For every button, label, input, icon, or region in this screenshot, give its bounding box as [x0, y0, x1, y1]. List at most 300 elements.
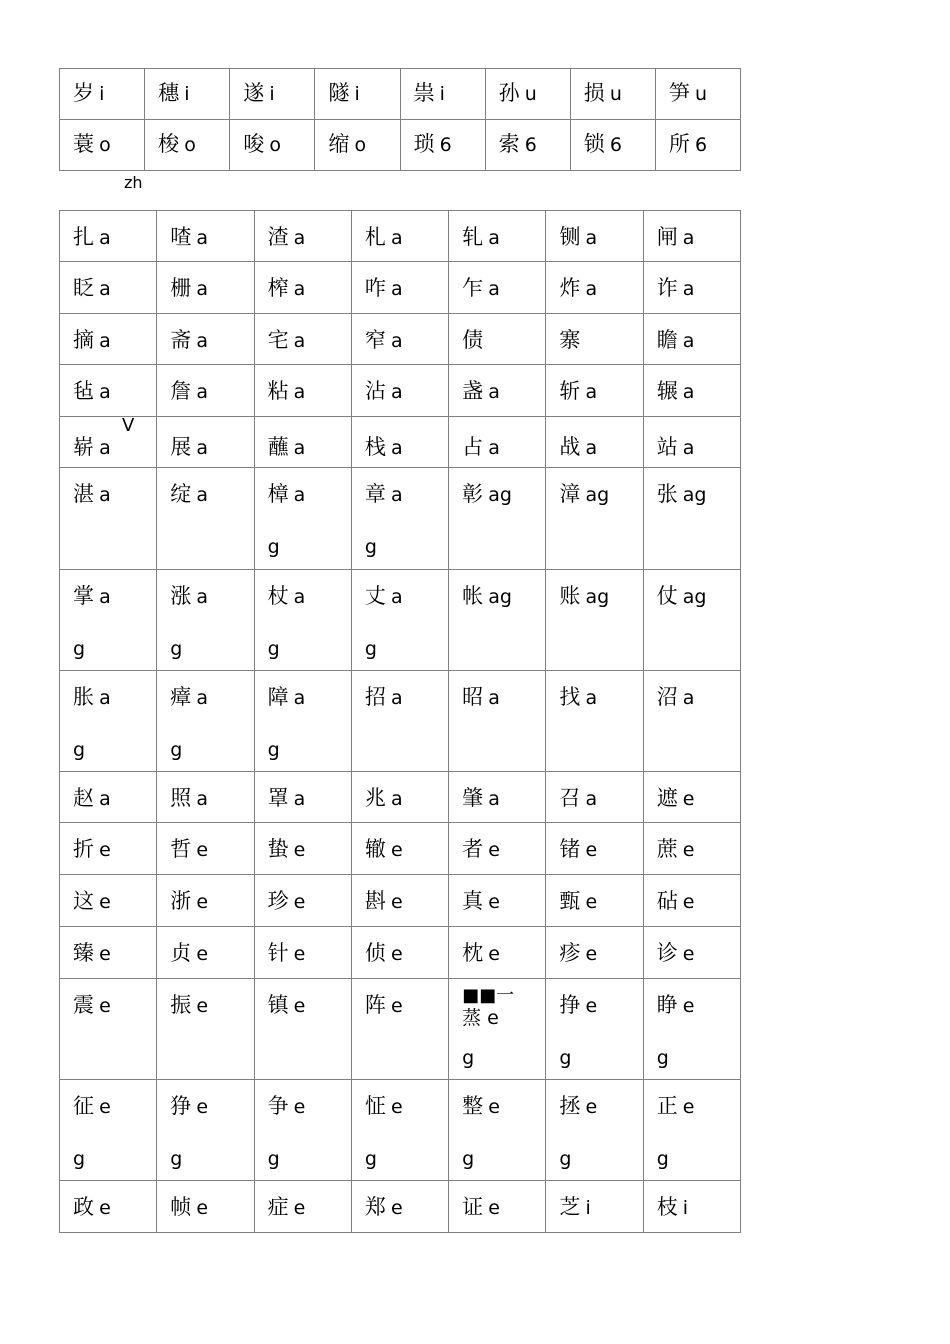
hanzi-character: 札: [364, 225, 386, 249]
table-cell: [351, 823, 448, 875]
pinyin-fragment: e: [99, 1197, 111, 1219]
character-entry: [657, 225, 695, 251]
table-cell: [449, 1080, 546, 1181]
character-entry: [462, 482, 512, 508]
table-cell: [351, 262, 448, 314]
hanzi-character: 彰: [462, 482, 484, 506]
pinyin-fragment: ag: [682, 586, 707, 608]
hanzi-character: 甄: [559, 889, 581, 913]
hanzi-character: 郑: [364, 1195, 386, 1219]
hanzi-character: 震: [73, 993, 94, 1017]
hanzi-character: 折: [73, 837, 94, 861]
table-row: [60, 1181, 741, 1233]
character-entry: [462, 786, 500, 812]
table-cell: [60, 1080, 157, 1181]
character-entry: [365, 941, 403, 967]
pinyin-fragment: e: [585, 995, 598, 1017]
hanzi-character: 沼: [656, 685, 678, 709]
table-cell: [546, 365, 643, 417]
character-entry: [365, 276, 403, 302]
pinyin-fragment: a: [585, 687, 598, 709]
hanzi-character: 蔗: [656, 837, 678, 861]
character-entry: [499, 81, 537, 107]
hanzi-character: 狰: [170, 1094, 192, 1118]
table-cell: [400, 69, 485, 120]
table-cell: [60, 211, 157, 262]
hanzi-character: 者: [462, 837, 484, 861]
hanzi-character: 瞻: [656, 328, 678, 352]
table-cell: [546, 671, 643, 772]
table-cell: [145, 120, 230, 171]
table-cell: [157, 671, 254, 772]
pinyin-fragment: e: [488, 1096, 500, 1118]
pinyin-fragment: a: [99, 788, 111, 810]
character-entry: [73, 225, 111, 251]
table-cell: [351, 927, 448, 979]
table-cell: [157, 570, 254, 671]
hanzi-character: 贞: [170, 941, 192, 965]
hanzi-character: 帧: [170, 1195, 192, 1219]
table-cell: [254, 772, 351, 823]
hanzi-character: 掌: [73, 584, 94, 608]
character-entry: [365, 889, 403, 915]
character-entry: [268, 889, 306, 915]
table-cell: [157, 468, 254, 570]
pinyin-fragment: a: [488, 687, 500, 709]
table-cell: [546, 927, 643, 979]
pinyin-fragment: e: [488, 1197, 500, 1219]
pinyin-fragment: a: [293, 227, 306, 249]
character-entry: [73, 1094, 111, 1120]
pinyin-fragment: a: [293, 586, 306, 608]
character-entry: [73, 276, 111, 302]
table-row: [60, 570, 741, 671]
hanzi-character: 浙: [170, 889, 192, 913]
hanzi-character: 祟: [413, 81, 435, 105]
table-cell: [449, 772, 546, 823]
pinyin-fragment: e: [293, 1096, 306, 1118]
character-entry: [328, 132, 366, 158]
pinyin-continuation: g: [462, 1148, 475, 1170]
character-entry: [669, 132, 707, 158]
pinyin-fragment: e: [390, 891, 403, 913]
pinyin-fragment: e: [488, 891, 500, 913]
table-cell: [449, 570, 546, 671]
character-entry: [268, 379, 306, 405]
character-entry: [657, 584, 707, 610]
hanzi-character: 损: [583, 81, 605, 105]
hanzi-character: 辙: [364, 837, 386, 861]
pinyin-fragment: e: [682, 891, 695, 913]
hanzi-character: 琐: [413, 132, 435, 156]
character-entry: [73, 889, 111, 915]
table-cell: [643, 262, 740, 314]
table-cell: [351, 468, 448, 570]
character-entry: [462, 1094, 500, 1120]
table-cell: [60, 69, 145, 120]
table-cell: [230, 120, 315, 171]
pinyin-fragment: i: [184, 83, 190, 105]
table-cell: [643, 875, 740, 927]
table-cell: [643, 1181, 740, 1233]
character-entry: [657, 482, 707, 508]
character-entry: [170, 837, 208, 863]
hanzi-character: 战: [559, 435, 581, 459]
pinyin-continuation: g: [73, 638, 86, 660]
pinyin-fragment: e: [196, 839, 209, 861]
pinyin-fragment: a: [682, 278, 695, 300]
pinyin-fragment: a: [488, 381, 500, 403]
pinyin-fragment: 蒸 e: [462, 1007, 499, 1029]
pinyin-fragment: a: [682, 330, 695, 352]
table-cell: [643, 468, 740, 570]
table-cell: [485, 69, 570, 120]
character-entry: [365, 482, 403, 508]
syllable-table-zh: [59, 210, 741, 1233]
character-entry: [268, 328, 306, 354]
character-entry: [73, 685, 111, 711]
hanzi-character: 涨: [170, 584, 192, 608]
character-entry: [170, 941, 208, 967]
hanzi-character: 这: [73, 889, 94, 913]
pinyin-fragment: e: [585, 891, 598, 913]
pinyin-fragment: a: [196, 484, 209, 506]
hanzi-character: 盏: [462, 379, 484, 403]
hanzi-character: 炸: [559, 276, 581, 300]
pinyin-fragment: a: [488, 788, 500, 810]
pinyin-fragment: e: [99, 1096, 111, 1118]
hanzi-character: 栈: [364, 435, 386, 459]
hanzi-character: 哲: [170, 837, 192, 861]
table-cell: [254, 927, 351, 979]
table-cell: [60, 314, 157, 365]
character-entry: [462, 1195, 500, 1221]
pinyin-fragment: a: [196, 227, 209, 249]
pinyin-fragment: 6: [524, 134, 537, 156]
character-entry: [559, 837, 597, 863]
hanzi-character: 枝: [656, 1195, 678, 1219]
character-entry: [657, 379, 695, 405]
table-cell: [351, 1080, 448, 1181]
character-entry: [462, 379, 500, 405]
pinyin-fragment: a: [390, 788, 403, 810]
character-entry: [268, 786, 306, 812]
hanzi-character: 征: [73, 1094, 94, 1118]
table-cell: [157, 772, 254, 823]
pinyin-continuation: g: [364, 1148, 377, 1170]
table-cell: [315, 120, 400, 171]
hanzi-character: 胀: [73, 685, 94, 709]
pinyin-fragment: e: [293, 995, 306, 1017]
hanzi-character: 锁: [583, 132, 605, 156]
pinyin-fragment: a: [390, 586, 403, 608]
pinyin-fragment: a: [585, 278, 598, 300]
pinyin-fragment: e: [682, 1096, 695, 1118]
table-cell: [60, 671, 157, 772]
table-cell: [351, 772, 448, 823]
table-cell: [449, 262, 546, 314]
character-entry: [365, 1195, 403, 1221]
pinyin-fragment: o: [184, 134, 196, 156]
table-cell: [60, 875, 157, 927]
pinyin-fragment: e: [488, 943, 500, 965]
hanzi-character: 闸: [656, 225, 678, 249]
hanzi-character: 斟: [364, 889, 386, 913]
table-cell: [449, 365, 546, 417]
table-cell: [449, 211, 546, 262]
pinyin-fragment: e: [196, 891, 209, 913]
character-entry: [462, 276, 500, 302]
pinyin-fragment: e: [196, 995, 209, 1017]
pinyin-continuation: g: [656, 1148, 669, 1170]
hanzi-character: 丈: [364, 584, 386, 608]
character-entry: [365, 225, 403, 251]
hanzi-character: 锗: [559, 837, 581, 861]
hanzi-character: 占: [462, 435, 484, 459]
hanzi-character: 昭: [462, 685, 484, 709]
pinyin-fragment: a: [293, 278, 306, 300]
pinyin-fragment: i: [269, 83, 275, 105]
pinyin-continuation: g: [267, 1148, 280, 1170]
pinyin-fragment: a: [196, 687, 209, 709]
hanzi-character: 杖: [267, 584, 289, 608]
character-entry: [559, 584, 609, 610]
character-entry: [657, 685, 695, 711]
pinyin-fragment: e: [390, 1096, 403, 1118]
hanzi-character: 缩: [328, 132, 350, 156]
character-entry: [584, 81, 622, 107]
pinyin-fragment: e: [682, 788, 695, 810]
pinyin-continuation: g: [364, 638, 377, 660]
table-cell: [643, 927, 740, 979]
hanzi-character: 眨: [73, 276, 94, 300]
table-row: [60, 979, 741, 1080]
hanzi-character: 针: [267, 941, 289, 965]
table-cell: [400, 120, 485, 171]
character-entry: [73, 941, 111, 967]
hanzi-character: 正: [656, 1094, 678, 1118]
hanzi-character: 沾: [364, 379, 386, 403]
pinyin-fragment: a: [196, 586, 209, 608]
hanzi-character: 岁: [73, 81, 94, 105]
pinyin-fragment: e: [293, 1197, 306, 1219]
character-entry: [657, 276, 695, 302]
table-cell: [60, 927, 157, 979]
character-entry: [462, 225, 500, 251]
hanzi-character: 隧: [328, 81, 350, 105]
hanzi-character: 寨: [559, 328, 581, 352]
character-entry: [243, 81, 274, 107]
character-entry: [365, 685, 403, 711]
hanzi-character: 湛: [73, 482, 94, 506]
hanzi-character: 招: [364, 685, 386, 709]
character-entry: [657, 941, 695, 967]
pinyin-fragment: a: [390, 687, 403, 709]
character-entry: [73, 584, 111, 610]
pinyin-continuation: g: [170, 1148, 183, 1170]
pinyin-fragment: a: [585, 437, 598, 459]
pinyin-fragment: a: [99, 278, 111, 300]
hanzi-character: 争: [267, 1094, 289, 1118]
pinyin-fragment: a: [488, 227, 500, 249]
character-entry: [657, 993, 695, 1019]
hanzi-character: 珍: [267, 889, 289, 913]
character-entry: [559, 685, 597, 711]
character-entry: [657, 1195, 688, 1221]
pinyin-fragment: e: [196, 943, 209, 965]
pinyin-fragment: a: [682, 437, 695, 459]
character-entry: [170, 584, 208, 610]
character-entry: [365, 1094, 403, 1120]
table-cell: [449, 1181, 546, 1233]
hanzi-character: 榨: [267, 276, 289, 300]
pinyin-fragment: ag: [585, 586, 610, 608]
pinyin-fragment: a: [390, 437, 403, 459]
character-entry: [158, 81, 189, 107]
pinyin-fragment: a: [293, 484, 306, 506]
character-entry: [559, 889, 597, 915]
hanzi-character: 召: [559, 786, 581, 810]
pinyin-fragment: a: [488, 278, 500, 300]
character-entry: [170, 482, 208, 508]
character-entry: [657, 328, 695, 354]
table-cell: [546, 211, 643, 262]
pinyin-fragment: a: [196, 437, 209, 459]
table-cell: [546, 772, 643, 823]
table-cell: [449, 468, 546, 570]
table-cell: [546, 262, 643, 314]
table-cell: [157, 314, 254, 365]
table-cell: [254, 211, 351, 262]
pinyin-fragment: a: [682, 687, 695, 709]
character-entry: [365, 584, 403, 610]
character-entry: [657, 435, 695, 461]
hanzi-character: 赵: [73, 786, 94, 810]
table-row: [60, 468, 741, 570]
pinyin-continuation: g: [559, 1047, 572, 1069]
hanzi-character: 振: [170, 993, 192, 1017]
hanzi-character: 疹: [559, 941, 581, 965]
table-cell: [254, 1080, 351, 1181]
pinyin-fragment: a: [390, 330, 403, 352]
hanzi-character: 臻: [73, 941, 94, 965]
character-entry: [170, 889, 208, 915]
table-cell: [351, 979, 448, 1080]
table-cell: [60, 772, 157, 823]
character-entry: [170, 225, 208, 251]
table-row: [60, 417, 741, 468]
hanzi-character: 詹: [170, 379, 192, 403]
pinyin-fragment: a: [585, 381, 598, 403]
table-cell: [254, 875, 351, 927]
hanzi-character: 站: [656, 435, 678, 459]
pinyin-fragment: a: [196, 330, 209, 352]
hanzi-character: 辗: [656, 379, 678, 403]
hanzi-character: 宅: [267, 328, 289, 352]
pinyin-fragment: e: [585, 839, 598, 861]
pinyin-fragment: e: [585, 1096, 598, 1118]
hanzi-character: 症: [267, 1195, 289, 1219]
hanzi-character: 政: [73, 1195, 94, 1219]
pinyin-fragment: ag: [682, 484, 707, 506]
character-entry: [73, 993, 111, 1019]
hanzi-character: 拯: [559, 1094, 581, 1118]
hanzi-character: 漳: [559, 482, 581, 506]
character-entry: [73, 379, 111, 405]
pinyin-fragment: a: [293, 330, 306, 352]
hanzi-character: 崭: [73, 435, 94, 459]
pinyin-fragment: a: [390, 484, 403, 506]
hanzi-character: 整: [462, 1094, 484, 1118]
table-cell: [230, 69, 315, 120]
character-entry: [268, 276, 306, 302]
table-cell: [60, 468, 157, 570]
hanzi-character: 阵: [364, 993, 386, 1017]
table-cell: [157, 1181, 254, 1233]
section-label-zh: zh: [124, 173, 143, 192]
table-cell: [157, 979, 254, 1080]
pinyin-fragment: i: [99, 83, 105, 105]
table-cell: [60, 417, 157, 468]
pinyin-fragment: a: [293, 381, 306, 403]
table-cell: [157, 875, 254, 927]
hanzi-character: 帐: [462, 584, 484, 608]
character-entry: [657, 889, 695, 915]
character-entry: [462, 435, 500, 461]
hanzi-character: 仗: [656, 584, 678, 608]
table-cell: [546, 1080, 643, 1181]
table-cell: [351, 365, 448, 417]
character-entry: [559, 1094, 597, 1120]
table-cell: [60, 120, 145, 171]
character-entry: [462, 941, 500, 967]
character-entry: [170, 1195, 208, 1221]
hanzi-character: 铡: [559, 225, 581, 249]
character-entry: [170, 328, 208, 354]
table-cell: [60, 1181, 157, 1233]
tone-mark: V: [122, 415, 135, 436]
pinyin-fragment: ag: [488, 586, 512, 608]
pinyin-fragment: u: [609, 83, 622, 105]
hanzi-character: 摘: [73, 328, 94, 352]
table-row: [60, 1080, 741, 1181]
character-entry: [414, 132, 452, 158]
table-cell: [60, 823, 157, 875]
table-cell: [570, 120, 655, 171]
character-entry: [559, 328, 580, 354]
hanzi-character: 张: [656, 482, 678, 506]
character-entry: [73, 786, 111, 812]
pinyin-fragment: e: [99, 995, 111, 1017]
pinyin-fragment: e: [293, 839, 306, 861]
table-cell: [60, 365, 157, 417]
table-cell: [254, 468, 351, 570]
pinyin-fragment: o: [269, 134, 281, 156]
table-row: [60, 823, 741, 875]
pinyin-fragment: a: [99, 687, 111, 709]
table-cell: [449, 417, 546, 468]
pinyin-fragment: a: [196, 278, 209, 300]
table-cell: [546, 417, 643, 468]
character-entry: [243, 132, 281, 158]
pinyin-continuation: g: [170, 638, 183, 660]
pinyin-fragment: ag: [585, 484, 610, 506]
pinyin-fragment: a: [99, 437, 111, 459]
pinyin-fragment: e: [196, 1197, 209, 1219]
hanzi-character: 遮: [656, 786, 678, 810]
character-entry: [559, 435, 597, 461]
table-cell: [643, 365, 740, 417]
